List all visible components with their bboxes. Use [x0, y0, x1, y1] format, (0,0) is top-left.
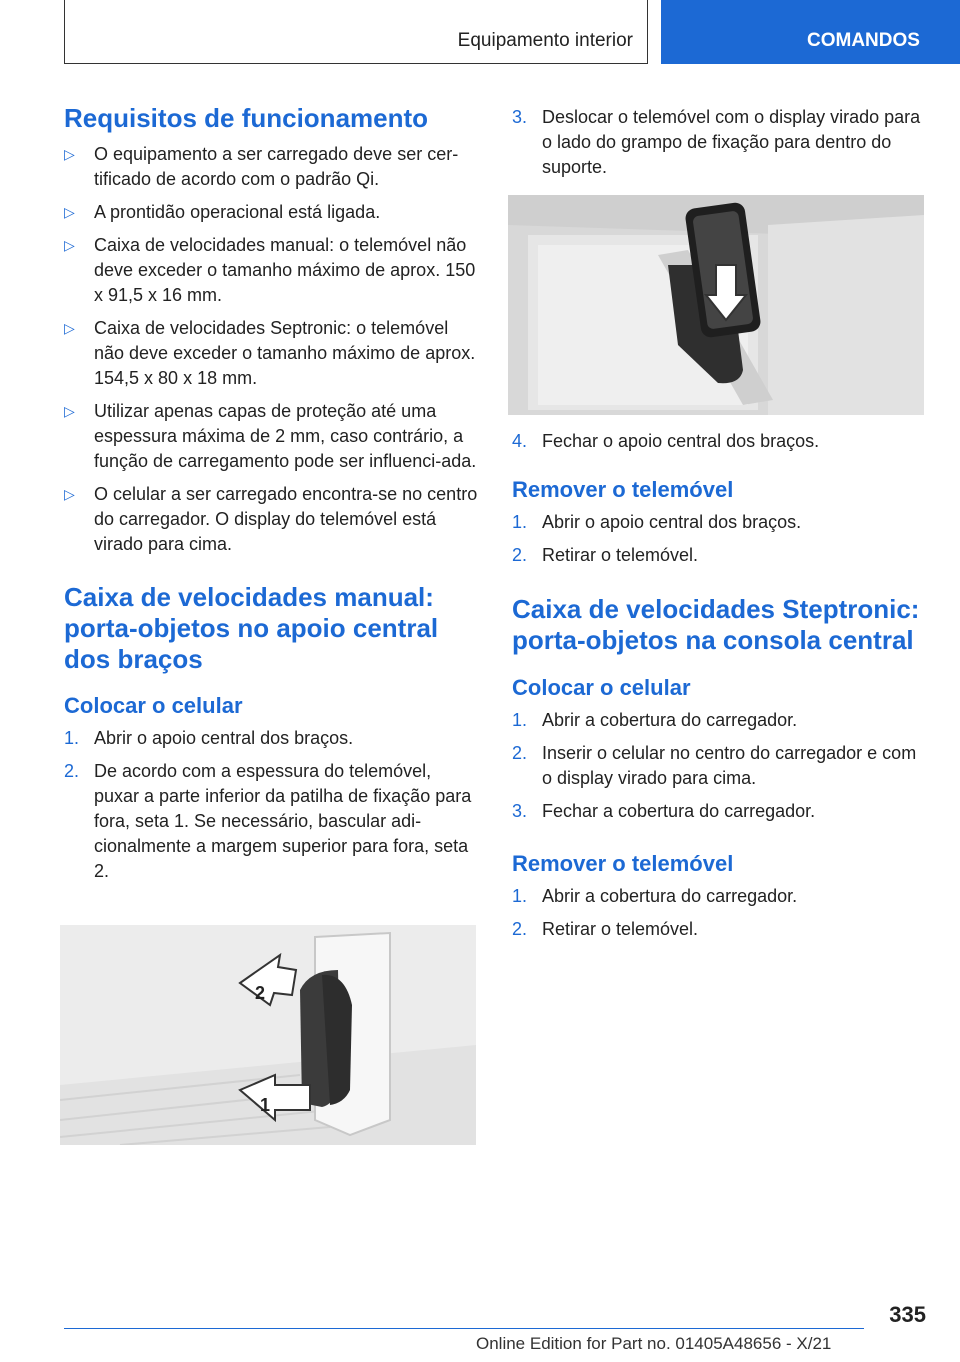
step-number: 1. — [64, 728, 80, 748]
step-text: Deslocar o telemóvel com o display virado para o lado do grampo de fixação para dentro do suporte. — [542, 107, 921, 177]
list-item-text: Caixa de velocidades manual: o telemóvel não deve exceder o tamanho máximo de aprox. 150 x 91,5 x 16 mm. — [94, 235, 476, 305]
left-column — [64, 103, 480, 892]
step-number: 1. — [512, 710, 528, 730]
figure-arrow-2-label: 2 — [255, 983, 266, 1003]
footer-divider — [64, 1328, 864, 1329]
header-chapter-title: COMANDOS — [807, 30, 920, 51]
right-column-top — [512, 105, 928, 180]
step-text: Fechar o apoio central dos braços. — [542, 431, 820, 451]
insert-phone-steps — [64, 726, 480, 884]
insert-phone-heading-2: Colocar o celular — [512, 675, 691, 700]
step-item — [512, 543, 928, 568]
list-item-text: O equipamento a ser carregado deve ser cer-tificado de acordo com o padrão Qi. — [94, 144, 459, 189]
bullet-marker-icon: ▷ — [64, 237, 75, 253]
requirements-heading: Requisitos de funcionamento — [64, 103, 429, 133]
bullet-marker-icon: ▷ — [64, 204, 75, 220]
step-number: 1. — [512, 886, 528, 906]
step-text: De acordo com a espessura do telemóvel, puxar a parte inferior da patilha de fixação para fora, seta 1. Se necessário, bascular adi-cionalmente a margem superior para fora, seta 2. — [94, 761, 472, 881]
armrest-holder-figure — [60, 925, 476, 1145]
bullet-marker-icon: ▷ — [64, 320, 75, 336]
bullet-marker-icon: ▷ — [64, 146, 75, 162]
step-item — [512, 741, 928, 791]
remove-phone-steps — [512, 510, 928, 568]
step-item — [64, 759, 480, 884]
step-number: 2. — [512, 545, 528, 565]
step-number: 1. — [512, 512, 528, 532]
remove-phone-heading: Remover o telemóvel — [512, 477, 734, 502]
step-text: Retirar o telemóvel. — [542, 545, 699, 565]
remove-phone-steps-2 — [512, 884, 928, 942]
step-item — [512, 799, 928, 824]
steptronic-heading: Caixa de velocidades Steptronic: porta-objetos na consola central — [512, 594, 920, 655]
bullet-marker-icon: ▷ — [64, 403, 75, 419]
list-item-text: Caixa de velocidades Septronic: o telemóvel não deve exceder o tamanho máximo de aprox. 154,5 x 80 x 18 mm. — [94, 318, 476, 388]
step-number: 2. — [512, 919, 528, 939]
right-column — [512, 429, 928, 950]
edition-note: Online Edition for Part no. 01405A48656 - X/21 — [476, 1334, 832, 1353]
list-item — [64, 233, 480, 308]
step-text: Abrir o apoio central dos braços. — [94, 728, 354, 748]
requirements-list — [64, 142, 480, 557]
step-number: 2. — [512, 743, 528, 763]
step-number: 3. — [512, 107, 528, 127]
manual-gearbox-heading: Caixa de velocidades manual: porta-objetos no apoio central dos braços — [64, 582, 439, 674]
figure-arrow-1-label: 1 — [260, 1095, 271, 1115]
step-number: 3. — [512, 801, 528, 821]
list-item — [64, 482, 480, 557]
step-item — [64, 726, 480, 751]
step-number: 4. — [512, 431, 528, 451]
list-item — [64, 200, 480, 225]
phone-insertion-figure — [508, 195, 924, 415]
step-text: Inserir o celular no centro do carregador e com o display virado para cima. — [542, 743, 917, 788]
list-item — [64, 142, 480, 192]
list-item — [512, 105, 928, 180]
list-item-text: O celular a ser carregado encontra-se no centro do carregador. O display do telemóvel está virado para cima. — [94, 484, 478, 554]
list-item-text: A prontidão operacional está ligada. — [94, 202, 381, 222]
step-text: Abrir o apoio central dos braços. — [542, 512, 802, 532]
header-section-title: Equipamento interior — [457, 30, 633, 51]
step-item — [512, 708, 928, 733]
list-item — [64, 316, 480, 391]
step-item — [512, 884, 928, 909]
step-item — [512, 917, 928, 942]
step-item — [512, 510, 928, 535]
step-text: Abrir a cobertura do carregador. — [542, 710, 798, 730]
step-number: 2. — [64, 761, 80, 781]
step-text: Retirar o telemóvel. — [542, 919, 699, 939]
list-item — [512, 429, 928, 454]
remove-phone-heading-2: Remover o telemóvel — [512, 851, 734, 876]
list-item-text: Utilizar apenas capas de proteção até uma espessura máxima de 2 mm, caso contrário, a função de carregamento pode ser influenci-ada. — [94, 401, 477, 471]
header-section-box — [64, 0, 648, 64]
header-chapter-tab — [661, 0, 960, 64]
insert-phone-heading: Colocar o celular — [64, 693, 243, 718]
step-text: Abrir a cobertura do carregador. — [542, 886, 798, 906]
bullet-marker-icon: ▷ — [64, 486, 75, 502]
list-item — [64, 399, 480, 474]
insert-phone-steps-2 — [512, 708, 928, 824]
step-text: Fechar a cobertura do carregador. — [542, 801, 816, 821]
page-number: 335 — [889, 1302, 926, 1327]
